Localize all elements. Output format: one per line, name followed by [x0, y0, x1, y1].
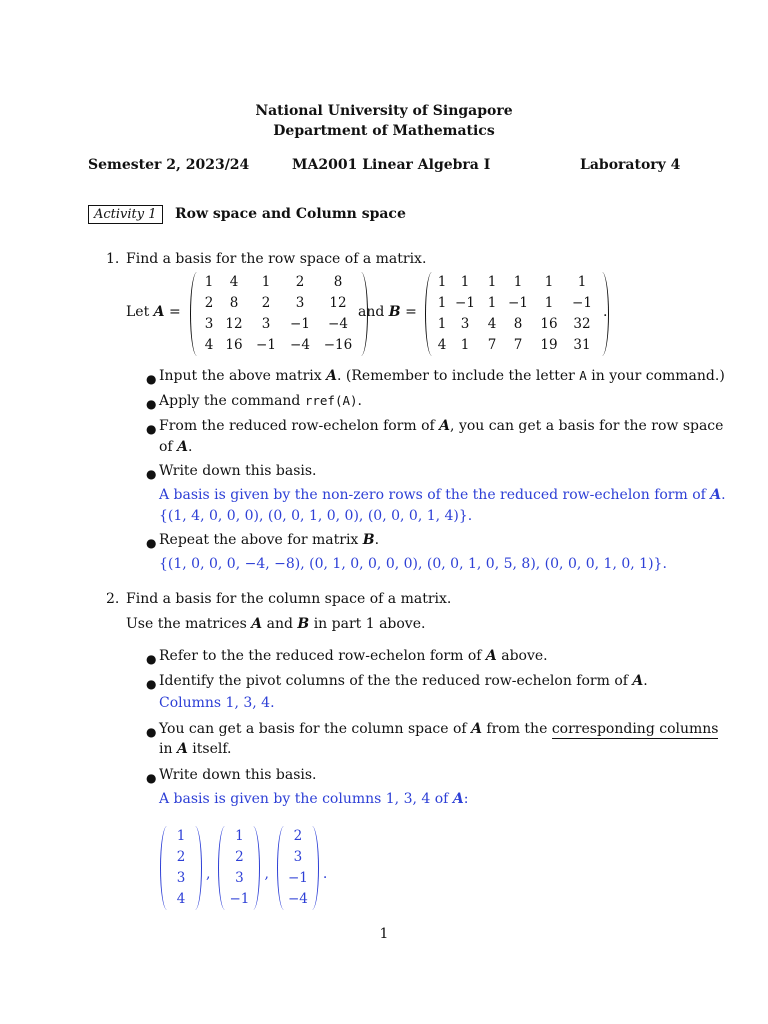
matrix-a-cell: 1	[204, 274, 214, 290]
matrix-b-cell: 1	[437, 316, 447, 332]
matrix-a	[190, 272, 368, 356]
q2-bullet-corresponding: You can get a basis for the column space of A from the corresponding columns	[159, 721, 719, 737]
activity-title: Row space and Column space	[174, 206, 406, 222]
bullet-icon: ●	[146, 677, 157, 691]
basis-vectors	[160, 826, 335, 910]
bullet-icon: ●	[146, 536, 157, 550]
q1-text: Find a basis for the row space of a matrix.	[126, 251, 427, 267]
matrix-b	[425, 272, 609, 356]
basis-vector-entry: 3	[235, 870, 244, 886]
bullet-icon: ●	[146, 725, 157, 739]
q1-bullet-write: Write down this basis.	[159, 463, 317, 479]
let-a-label: Let A =	[126, 304, 181, 320]
q1-bullet-input: Input the above matrix A. (Remember to include the letter A in your command.)	[159, 368, 725, 384]
matrix-a-cell: 2	[204, 295, 214, 311]
department-title: Department of Mathematics	[273, 123, 495, 139]
basis-vector	[160, 826, 202, 910]
matrix-b-cell: 19	[540, 337, 558, 353]
q1-number: 1.	[106, 251, 120, 267]
q2-use-matrices: Use the matrices A and B in part 1 above.	[126, 616, 426, 632]
matrix-a-cell: 8	[229, 295, 239, 311]
q1-bullet-rref-line2: of A.	[159, 439, 193, 455]
activity-tag: Activity 1	[88, 205, 163, 224]
matrix-b-cell: 1	[437, 295, 447, 311]
q1-bullet-rref: From the reduced row-echelon form of A, you can get a basis for the row space	[159, 418, 724, 434]
and-b-label: and B =	[358, 304, 417, 320]
matrix-b-cell: 1	[513, 274, 523, 290]
basis-vector-entry: 2	[176, 849, 186, 865]
matrix-a-cell: −1	[256, 337, 276, 353]
basis-vector-entry: 3	[176, 870, 186, 886]
matrix-b-cell: 7	[487, 337, 497, 353]
matrix-b-cell: −1	[572, 295, 592, 311]
activity-heading	[88, 206, 406, 222]
semester-label: Semester 2, 2023/24	[88, 157, 250, 173]
matrix-a-cell: 3	[204, 316, 214, 332]
matrix-a-cell: 12	[329, 295, 347, 311]
q1-bullet-apply: Apply the command rref(A).	[159, 393, 362, 409]
q2-bullet-write: Write down this basis.	[159, 767, 317, 783]
university-title: National University of Singapore	[255, 103, 513, 119]
q1-answer-a-set: {(1, 4, 0, 0, 0), (0, 0, 1, 0, 0), (0, 0, 0, 1, 4)}.	[159, 508, 473, 524]
matrix-b-cell: 3	[460, 316, 470, 332]
q2-number: 2.	[106, 591, 120, 607]
basis-vector	[218, 826, 260, 910]
basis-vector-entry: −1	[287, 870, 308, 886]
matrix-a-cell: 8	[333, 274, 343, 290]
matrix-a-cell: 1	[261, 274, 271, 290]
bullet-icon: ●	[146, 422, 157, 436]
q2-bullet-pivot: Identify the pivot columns of the the reduced row-echelon form of A.	[159, 673, 648, 689]
matrix-b-cell: 1	[487, 295, 497, 311]
q2-bullet-refer: Refer to the the reduced row-echelon form of A above.	[159, 648, 548, 664]
q2-answer-text: A basis is given by the columns 1, 3, 4 of A:	[159, 791, 469, 807]
matrix-b-cell: 1	[437, 274, 447, 290]
basis-vector-entry: −4	[287, 891, 308, 907]
matrix-b-cell: −1	[508, 295, 528, 311]
basis-vector-entry: −1	[229, 891, 250, 907]
matrix-b-cell: 1	[544, 295, 554, 311]
q1-bullet-repeat: Repeat the above for matrix B.	[159, 532, 380, 548]
q2-bullet-corresponding-line2: in A itself.	[159, 741, 232, 757]
basis-vector-entry: 3	[293, 849, 303, 865]
vector-separator: ,	[264, 866, 269, 882]
matrix-a-cell: −16	[323, 337, 353, 353]
matrix-a-cell: −1	[290, 316, 310, 332]
basis-vector	[277, 826, 319, 910]
matrix-b-cell: 1	[487, 274, 497, 290]
matrix-a-cell: 3	[295, 295, 305, 311]
basis-vector-entry: 1	[235, 828, 244, 844]
matrix-b-cell: 16	[540, 316, 558, 332]
matrix-a-cell: 2	[261, 295, 271, 311]
basis-vector-entry: 4	[176, 891, 186, 907]
vector-separator: ,	[206, 866, 211, 882]
vector-separator: .	[322, 866, 328, 882]
matrix-a-cell: 4	[204, 337, 214, 353]
page-number: 1	[379, 926, 389, 942]
matrix-b-cell: 1	[577, 274, 587, 290]
q1-answer-b-set: {(1, 0, 0, 0, −4, −8), (0, 1, 0, 0, 0, 0), (0, 0, 1, 0, 5, 8), (0, 0, 0, 1, 0, 1)}.	[159, 556, 667, 572]
matrix-b-cell: 31	[573, 337, 591, 353]
matrix-period: .	[603, 304, 608, 320]
matrix-b-cell: 1	[544, 274, 554, 290]
q2-answer-columns: Columns 1, 3, 4.	[159, 695, 275, 711]
q1-answer-a-text: A basis is given by the non-zero rows of the the reduced row-echelon form of A.	[159, 487, 726, 503]
matrix-b-cell: −1	[455, 295, 475, 311]
matrix-a-cell: 4	[229, 274, 239, 290]
matrix-a-cell: 3	[261, 316, 271, 332]
matrix-b-cell: 8	[513, 316, 523, 332]
matrix-b-cell: 1	[460, 274, 470, 290]
q2-text: Find a basis for the column space of a matrix.	[126, 591, 452, 607]
matrix-b-cell: 1	[460, 337, 470, 353]
bullet-icon: ●	[146, 467, 157, 481]
course-label: MA2001 Linear Algebra I	[292, 157, 491, 173]
matrix-b-cell: 7	[513, 337, 523, 353]
basis-vector-entry: 1	[176, 828, 186, 844]
matrix-b-cell: 32	[573, 316, 591, 332]
lab-label: Laboratory 4	[580, 157, 681, 173]
bullet-icon: ●	[146, 372, 157, 386]
matrix-a-cell: −4	[290, 337, 310, 353]
basis-vector-entry: 2	[235, 849, 244, 865]
matrix-b-cell: 4	[437, 337, 447, 353]
matrix-a-cell: −4	[328, 316, 348, 332]
matrix-a-cell: 12	[225, 316, 243, 332]
matrix-a-cell: 2	[295, 274, 305, 290]
bullet-icon: ●	[146, 652, 157, 666]
matrix-b-cell: 4	[487, 316, 497, 332]
matrix-a-cell: 16	[225, 337, 243, 353]
bullet-icon: ●	[146, 771, 157, 785]
basis-vector-entry: 2	[293, 828, 303, 844]
bullet-icon: ●	[146, 397, 157, 411]
